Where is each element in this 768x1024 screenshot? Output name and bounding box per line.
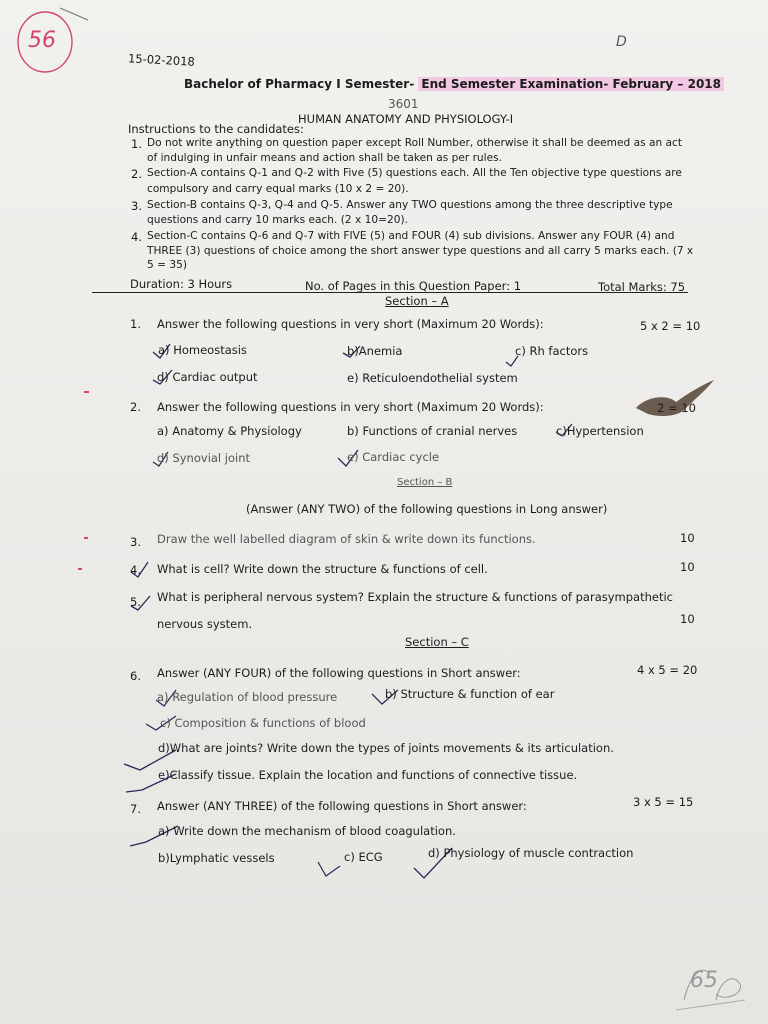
q7-option-a: a) Write down the mechanism of blood coagulation. [158, 824, 456, 838]
q7-option-d: d) Physiology of muscle contraction [428, 846, 634, 860]
q6-number: 6. [130, 669, 141, 683]
q1-option-b: b)Anemia [347, 344, 403, 358]
q2-number: 2. [130, 400, 141, 414]
program-line [184, 77, 724, 91]
duration: Duration: 3 Hours [130, 277, 233, 291]
q5-number: 5. [130, 595, 141, 609]
instruction-line: of indulging in unfair means and action shall be taken as per rules. [147, 152, 502, 164]
q7-option-c: c) ECG [344, 850, 383, 864]
instruction-number: 1. [131, 137, 142, 151]
section-c-title: Section – C [405, 635, 469, 649]
section-b-instruction: (Answer (ANY TWO) of the following questions in Long answer) [246, 502, 608, 516]
exam-title: End Semester Examination- February – 2018 [418, 77, 724, 91]
total-marks: Total Marks: 75 [598, 280, 686, 294]
footer-note: 65 [690, 968, 718, 993]
q6-text: Answer (ANY FOUR) of the following questions in Short answer: [157, 666, 521, 680]
instructions-heading: Instructions to the candidates: [128, 122, 304, 136]
q3-number: 3. [130, 535, 141, 549]
section-a-title: Section – A [385, 294, 449, 308]
subject-title: HUMAN ANATOMY AND PHYSIOLOGY-I [298, 112, 514, 126]
instruction-line: compulsory and carry equal marks (10 x 2 = 20). [147, 183, 409, 195]
divider-line [92, 292, 688, 293]
q5-text-cont: nervous system. [157, 617, 253, 631]
q4-text: What is cell? Write down the structure & functions of cell. [157, 562, 488, 576]
q3-marks: 10 [680, 531, 695, 545]
instruction-number: 2. [131, 167, 142, 181]
q5-text: What is peripheral nervous system? Explain the structure & functions of parasympathetic [157, 590, 673, 604]
q6-marks: 4 x 5 = 20 [637, 663, 698, 677]
instruction-line: Section-A contains Q-1 and Q-2 with Five (5) questions each. All the Ten objective type questions are [147, 167, 682, 179]
section-b-title: Section – B [397, 477, 453, 488]
instruction-line: Section-B contains Q-3, Q-4 and Q-5. Answer any TWO questions among the three descriptive type [147, 199, 673, 211]
instruction-number: 3. [131, 199, 142, 213]
program-name: Bachelor of Pharmacy I Semester- [184, 77, 415, 91]
instruction-line: Do not write anything on question paper except Roll Number, otherwise it shall be deemed as an act [147, 137, 683, 149]
q7-marks: 3 x 5 = 15 [633, 795, 694, 809]
tick-mark [318, 862, 340, 876]
instruction-number: 4. [131, 230, 142, 244]
q7-number: 7. [130, 802, 141, 816]
q2-option-e: e) Cardiac cycle [347, 450, 440, 464]
q1-option-a: a) Homeostasis [158, 343, 247, 357]
instruction-line: Section-C contains Q-6 and Q-7 with FIVE (5) and FOUR (4) sub divisions. Answer any FOUR (4) and [147, 230, 675, 242]
q2-marks: 2 = 10 [657, 401, 696, 415]
q1-option-d: d) Cardiac output [157, 370, 258, 384]
q7-text: Answer (ANY THREE) of the following questions in Short answer: [157, 799, 527, 813]
q6-option-d: d)What are joints? Write down the types of joints movements & its articulation. [158, 741, 614, 755]
q4-number: 4. [130, 563, 141, 577]
q1-marks: 5 x 2 = 10 [640, 319, 701, 333]
q6-option-b: b) Structure & function of ear [385, 687, 555, 701]
instruction-line: 5 = 35) [147, 259, 187, 271]
instruction-line: questions and carry 10 marks each. (2 x 10=20). [147, 214, 408, 226]
q2-text: Answer the following questions in very short (Maximum 20 Words): [157, 400, 544, 414]
exam-date: 15-02-2018 [127, 51, 196, 69]
q1-option-e: e) Reticuloendothelial system [347, 371, 518, 385]
paper-code: 3601 [388, 97, 419, 111]
q4-marks: 10 [680, 560, 695, 574]
q3-text: Draw the well labelled diagram of skin & write down its functions. [157, 532, 536, 546]
q6-option-e: e)Classify tissue. Explain the location and functions of connective tissue. [158, 768, 578, 782]
page-count: No. of Pages in this Question Paper: 1 [305, 279, 522, 293]
q1-text: Answer the following questions in very short (Maximum 20 Words): [157, 317, 544, 331]
corner-mark: D [616, 34, 627, 50]
q1-option-c: c) Rh factors [515, 344, 589, 358]
q1-number: 1. [130, 317, 141, 331]
instruction-line: THREE (3) questions of choice among the short answer type questions and all carry 5 marks each. (7 x [147, 245, 694, 257]
score-text: 56 [28, 28, 56, 53]
q2-option-c: c)Hypertension [556, 424, 644, 438]
q6-option-c: c) Composition & functions of blood [160, 716, 366, 730]
q6-option-a: a) Regulation of blood pressure [157, 690, 338, 704]
q2-option-a: a) Anatomy & Physiology [157, 424, 302, 438]
q2-option-b: b) Functions of cranial nerves [347, 424, 518, 438]
q2-option-d: d) Synovial joint [157, 451, 251, 465]
q7-option-b: b)Lymphatic vessels [158, 851, 275, 865]
q5-marks: 10 [680, 612, 695, 626]
